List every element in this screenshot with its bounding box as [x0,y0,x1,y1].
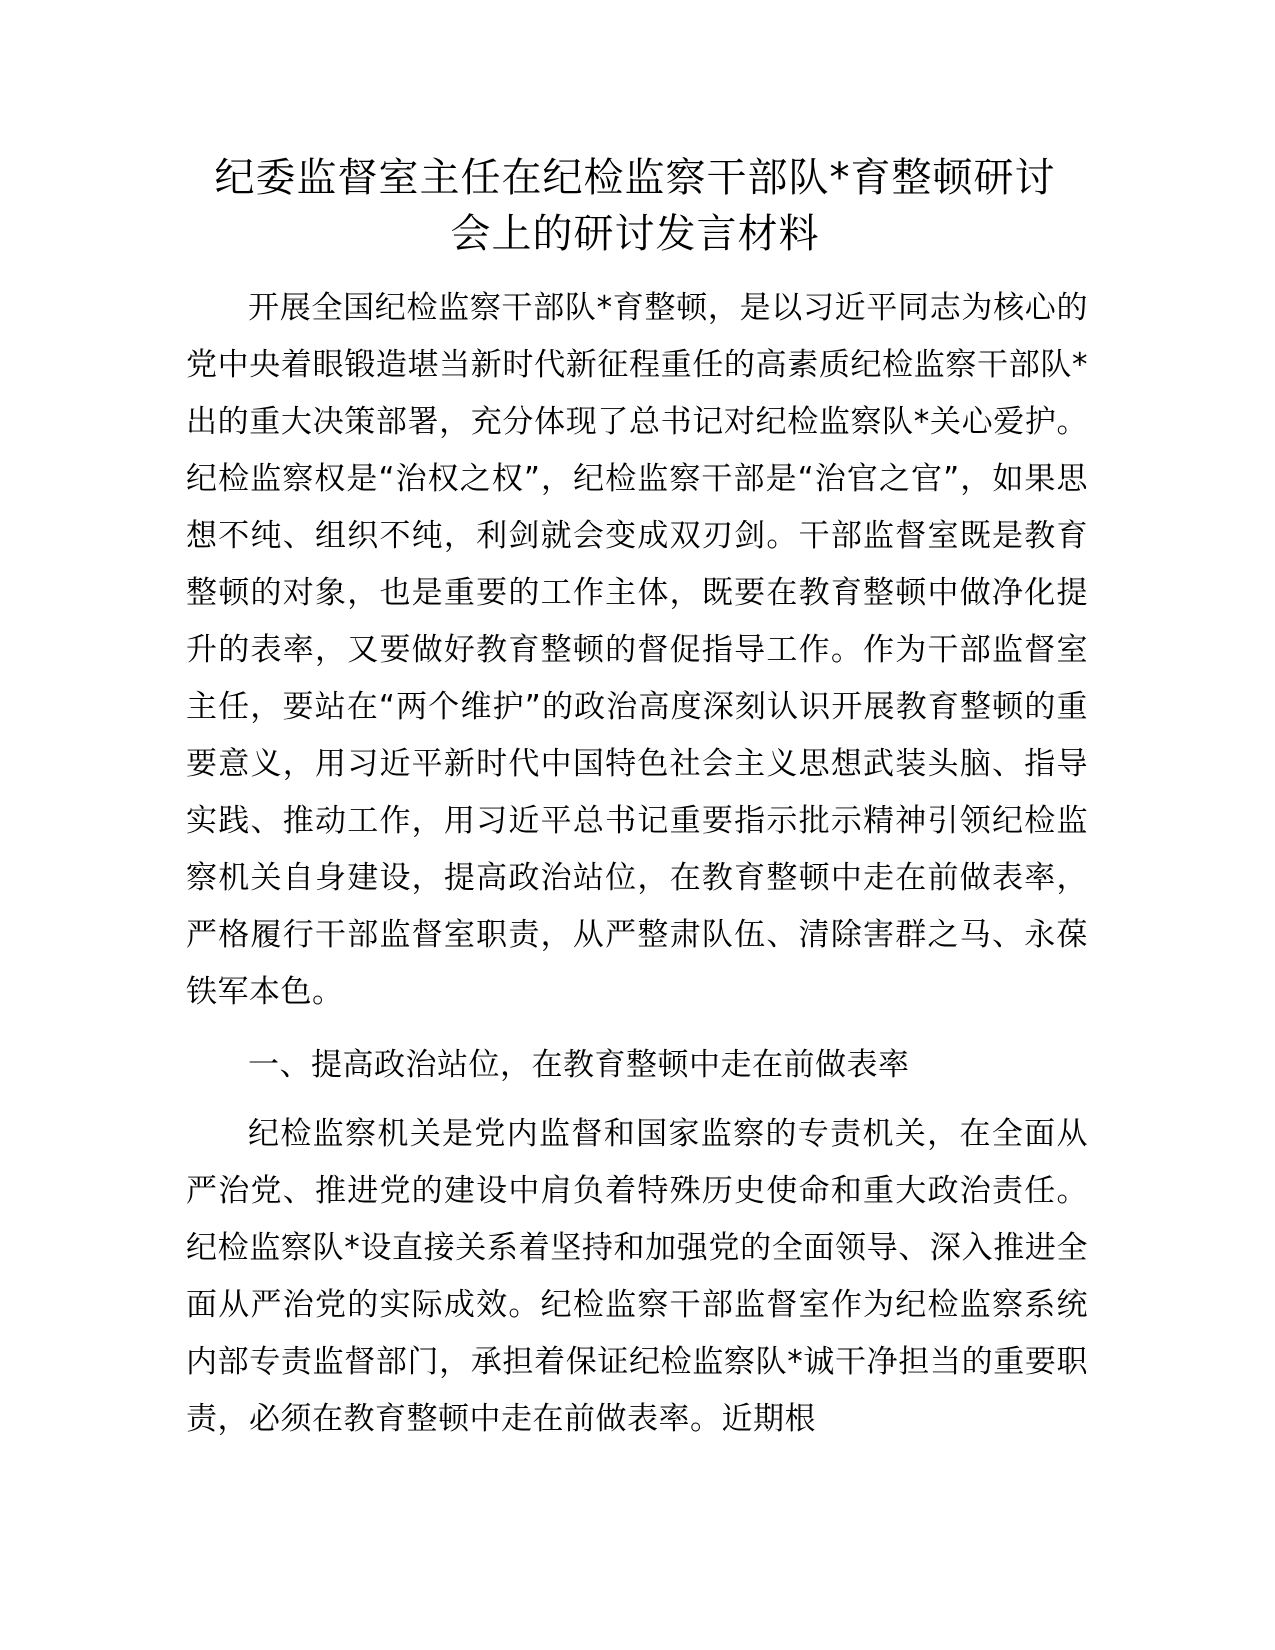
title-line-1: 纪委监督室主任在纪检监察干部队*育整顿研讨 [214,155,1056,201]
document-title [160,150,1110,262]
document-body [186,280,1088,1448]
title-line-2: 会上的研讨发言材料 [450,211,820,257]
section-heading-1: 一、提高政治站位，在教育整顿中走在前做表率 [248,1047,910,1083]
paragraph-intro: 开展全国纪检监察干部队*育整顿，是以习近平同志为核心的党中央着眼锻造堪当新时代新征程重任的高素质纪检监察干部队*出的重大决策部署，充分体现了总书记对纪检监察队*关心爱护。纪检监察权是“治权之权”，纪检监察干部是“治官之官”，如果思想不纯、组织不纯，利剑就会变成双刃剑。干部监督室既是教育整顿的对象，也是重要的工作主体，既要在教育整顿中做净化提升的表率，又要做好教育整顿的督促指导工作。作为干部监督室主任，要站在“两个维护”的政治高度深刻认识开展教育整顿的重要意义，用习近平新时代中国特色社会主义思想武装头脑、指导实践、推动工作，用习近平总书记重要指示批示精神引领纪检监察机关自身建设，提高政治站位，在教育整顿中走在前做表率，严格履行干部监督室职责，从严整肃队伍、清除害群之马、永葆铁军本色。 [186,290,1088,1010]
paragraph-section-1: 纪检监察机关是党内监督和国家监察的专责机关，在全面从严治党、推进党的建设中肩负着特殊历史使命和重大政治责任。纪检监察队*设直接关系着坚持和加强党的全面领导、深入推进全面从严治党的实际成效。纪检监察干部监督室作为纪检监察系统内部专责监督部门，承担着保证纪检监察队*诚干净担当的重要职责，必须在教育整顿中走在前做表率。近期根 [186,1116,1088,1437]
